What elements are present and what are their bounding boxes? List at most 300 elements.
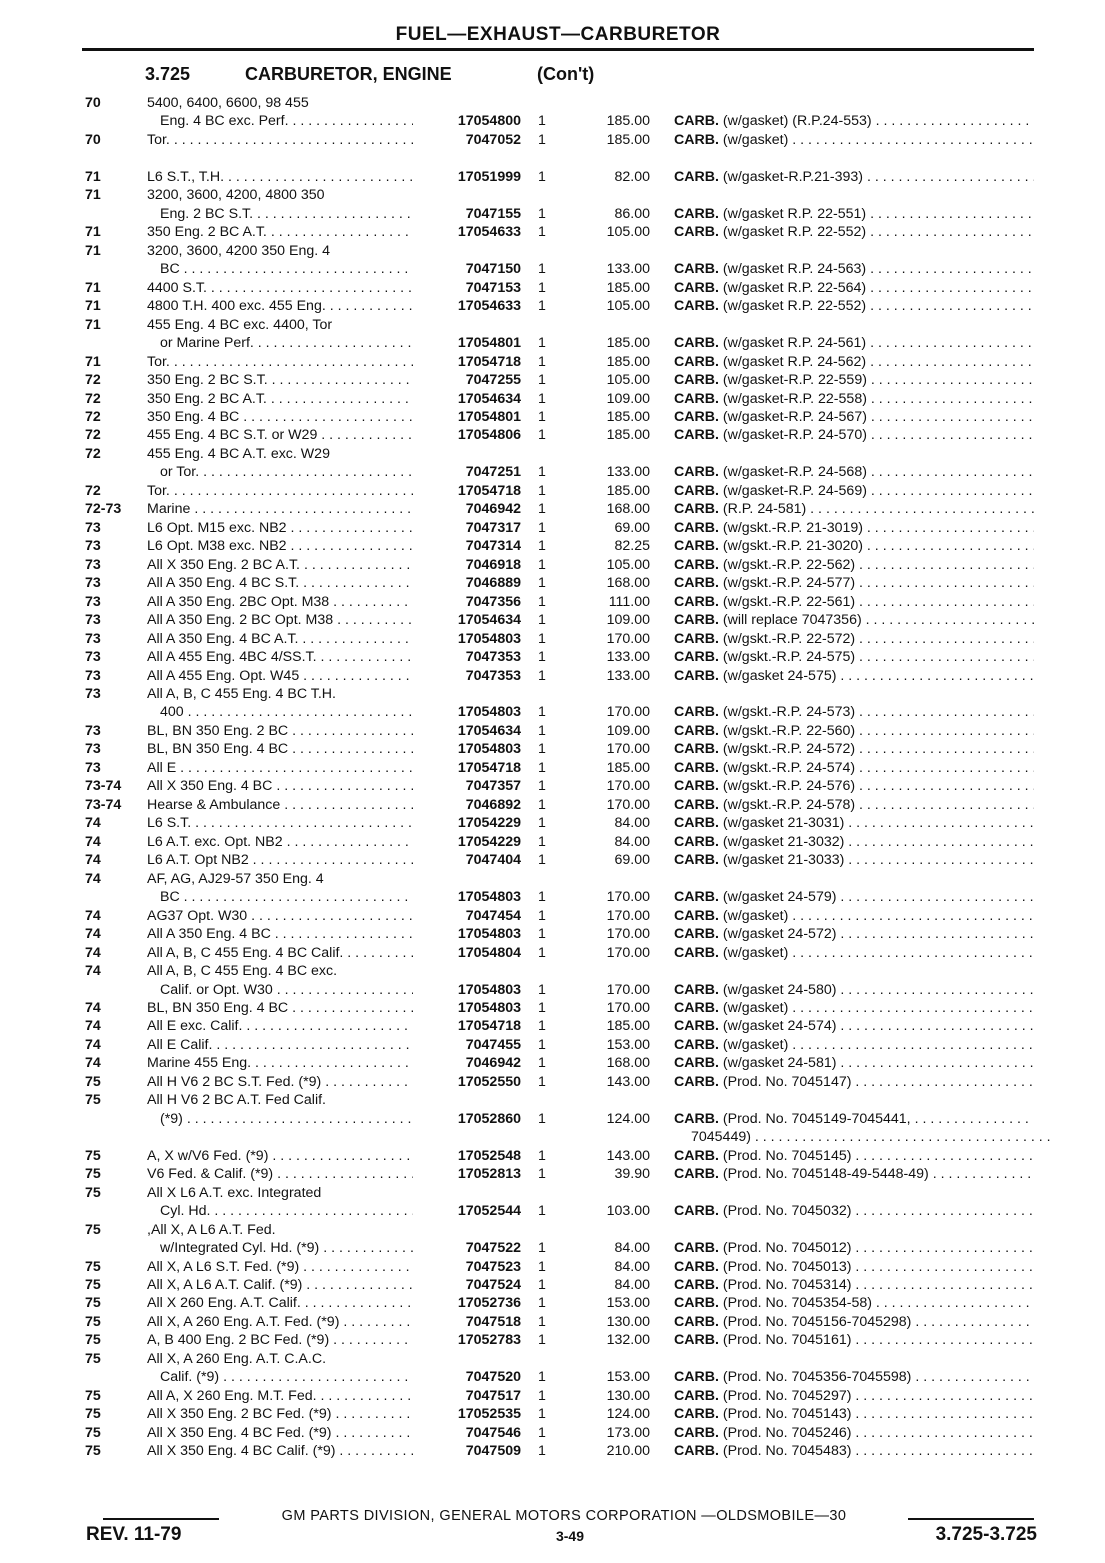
model-year: 72 — [85, 372, 101, 389]
price: 170.00 — [606, 741, 650, 758]
part-number: 17054803 — [413, 703, 521, 721]
price: 82.25 — [614, 538, 650, 555]
part-note: (w/gskt.-R.P. 24-578) — [722, 796, 856, 813]
price: 133.00 — [606, 649, 650, 666]
part-name-label: CARB. — [674, 1424, 719, 1441]
part-name — [674, 722, 1034, 740]
model-year: 75 — [85, 1350, 101, 1367]
quantity: 1 — [538, 1036, 546, 1053]
part-name-label: CARB. — [674, 298, 719, 315]
part-note: (Prod. No. 7045012) — [722, 1240, 852, 1257]
application-description: or Tor. . . . — [160, 463, 417, 481]
model-year: 73 — [85, 612, 101, 629]
price: 124.00 — [606, 1110, 650, 1127]
part-number: 7047520 — [413, 1368, 521, 1386]
part-name — [674, 999, 1034, 1017]
part-name — [674, 574, 1034, 592]
application-description: (*9) . . . — [160, 1110, 417, 1128]
quantity: 1 — [538, 575, 546, 592]
table-row — [0, 593, 1105, 611]
part-name-label: CARB. — [674, 131, 719, 148]
part-name-label: CARB. — [674, 1240, 719, 1257]
footer-rule-left — [103, 1518, 219, 1520]
part-name-label: CARB. — [674, 279, 719, 296]
price: 153.00 — [606, 1295, 650, 1312]
table-row — [0, 759, 1105, 777]
table-row — [0, 408, 1105, 426]
part-name — [674, 1387, 1034, 1405]
model-year: 74 — [85, 1055, 101, 1072]
price: 185.00 — [606, 131, 650, 148]
quantity: 1 — [538, 113, 546, 130]
part-note: (w/gasket R.P. 22-552) — [722, 298, 867, 315]
part-name — [674, 925, 1034, 943]
model-year: 74 — [85, 852, 101, 869]
part-name-label: CARB. — [674, 113, 719, 130]
price: 84.00 — [614, 833, 650, 850]
part-number: 7047052 — [413, 131, 521, 149]
model-year: 73-74 — [85, 778, 122, 795]
application-description: 3200, 3600, 4200 350 Eng. 4 — [147, 242, 331, 259]
application-description: All A 455 Eng. Opt. W45 . . . — [147, 667, 417, 685]
part-name — [674, 297, 1034, 315]
table-row — [0, 1331, 1105, 1349]
part-name — [674, 1442, 1034, 1460]
part-number: 17052535 — [413, 1405, 521, 1423]
part-note: (w/gskt.-R.P. 22-561) — [722, 593, 856, 610]
model-year: 71 — [85, 242, 101, 259]
quantity: 1 — [538, 704, 546, 721]
quantity: 1 — [538, 741, 546, 758]
model-year: 72 — [85, 445, 101, 462]
model-year: 72 — [85, 482, 101, 499]
model-year: 75 — [85, 1166, 101, 1183]
part-name — [674, 500, 1034, 518]
part-number: 17054633 — [413, 297, 521, 315]
table-row — [0, 925, 1105, 943]
part-note: (w/gasket-R.P. 24-570) — [722, 427, 867, 444]
part-number: 17054803 — [413, 981, 521, 999]
part-name-label: CARB. — [674, 704, 719, 721]
part-number: 17054803 — [413, 925, 521, 943]
table-row — [0, 1294, 1105, 1312]
application-description: 350 Eng. 2 BC A.T. . . . — [147, 390, 417, 408]
part-name-label: CARB. — [674, 1166, 719, 1183]
part-name — [674, 667, 1034, 685]
part-name — [674, 223, 1034, 241]
table-row — [0, 667, 1105, 685]
application-description: All X 260 Eng. A.T. Calif. . . . — [147, 1294, 417, 1312]
part-name — [674, 390, 1034, 408]
table-row — [0, 1405, 1105, 1423]
price: 133.00 — [606, 464, 650, 481]
part-name — [674, 648, 1034, 666]
price: 69.00 — [614, 852, 650, 869]
table-row — [0, 353, 1105, 371]
price: 185.00 — [606, 482, 650, 499]
price: 170.00 — [606, 926, 650, 943]
part-name — [674, 1239, 1034, 1257]
application-description: 350 Eng. 2 BC S.T. . . . — [147, 371, 417, 389]
part-name — [674, 1054, 1034, 1072]
part-name-label: CARB. — [674, 168, 719, 185]
price: 130.00 — [606, 1387, 650, 1404]
quantity: 1 — [538, 1369, 546, 1386]
price: 109.00 — [606, 612, 650, 629]
price: 185.00 — [606, 113, 650, 130]
part-note: (w/gasket-R.P.21-393) — [722, 168, 863, 185]
part-name-label: CARB. — [674, 741, 719, 758]
quantity: 1 — [538, 482, 546, 499]
quantity: 1 — [538, 778, 546, 795]
table-row — [0, 297, 1105, 315]
application-description: All X L6 A.T. exc. Integrated — [147, 1184, 322, 1201]
part-number: 17054806 — [413, 426, 521, 444]
application-description: L6 Opt. M15 exc. NB2 . . . — [147, 519, 417, 537]
model-year: 73 — [85, 575, 101, 592]
price: 170.00 — [606, 999, 650, 1016]
part-name — [674, 1073, 1034, 1091]
part-name-label: CARB. — [674, 408, 719, 425]
model-year: 73 — [85, 741, 101, 758]
part-number: 17054803 — [413, 630, 521, 648]
model-year: 75 — [85, 1092, 101, 1109]
part-name — [674, 796, 1034, 814]
part-note: (Prod. No. 7045314) — [722, 1277, 852, 1293]
part-name-label: CARB. — [674, 889, 719, 906]
price: 170.00 — [606, 889, 650, 906]
application-description: All X 350 Eng. 4 BC . . . — [147, 777, 417, 795]
table-row — [0, 1054, 1105, 1072]
part-name — [674, 371, 1034, 389]
quantity: 1 — [538, 759, 546, 776]
quantity: 1 — [538, 464, 546, 481]
model-year: 75 — [85, 1424, 101, 1441]
part-name-label: CARB. — [674, 722, 719, 739]
quantity: 1 — [538, 852, 546, 869]
part-name-label: CARB. — [674, 1036, 719, 1053]
quantity: 1 — [538, 1258, 546, 1275]
price: 39.90 — [614, 1166, 650, 1183]
part-number: 17054803 — [413, 888, 521, 906]
part-number: 7047353 — [413, 648, 521, 666]
quantity: 1 — [538, 261, 546, 278]
model-year: 75 — [85, 1147, 101, 1164]
model-year: 75 — [85, 1406, 101, 1423]
price: 130.00 — [606, 1313, 650, 1330]
quantity: 1 — [538, 833, 546, 850]
application-description: All E exc. Calif. . . . — [147, 1017, 417, 1035]
application-description: Eng. 4 BC exc. Perf. . . . — [160, 112, 417, 130]
part-note: (w/gskt.-R.P. 24-577) — [722, 575, 856, 592]
table-row — [0, 703, 1105, 721]
application-description: 4800 T.H. 400 exc. 455 Eng. . . . — [147, 297, 417, 315]
part-name-label: CARB. — [674, 335, 719, 352]
application-description: All A 350 Eng. 4 BC . . . — [147, 925, 417, 943]
part-name — [674, 593, 1034, 611]
part-name — [674, 944, 1034, 962]
part-name — [674, 630, 1034, 648]
application-description: 455 Eng. 4 BC exc. 4400, Tor — [147, 316, 333, 333]
model-year: 71 — [85, 279, 101, 296]
application-description: Eng. 2 BC S.T. . . . — [160, 205, 417, 223]
quantity: 1 — [538, 427, 546, 444]
part-note: (R.P. 24-581) — [722, 501, 807, 518]
price: 168.00 — [606, 575, 650, 592]
part-name — [674, 1294, 1034, 1312]
part-note: (w/gasket-R.P. 24-569) — [722, 482, 867, 499]
table-row — [0, 205, 1105, 223]
header-rule — [82, 48, 1034, 51]
table-row — [0, 611, 1105, 629]
part-name-label: CARB. — [674, 353, 719, 370]
part-note: (Prod. No. 7045147) — [722, 1073, 852, 1090]
part-name-label: CARB. — [674, 981, 719, 998]
application-description: All X 350 Eng. 4 BC Fed. (*9) . . . — [147, 1424, 417, 1442]
price: 143.00 — [606, 1073, 650, 1090]
quantity: 1 — [538, 593, 546, 610]
table-row — [0, 260, 1105, 278]
model-year: 75 — [85, 1332, 101, 1349]
application-description: All A 350 Eng. 2 BC Opt. M38 . . . — [147, 611, 417, 629]
quantity: 1 — [538, 667, 546, 684]
part-number: 7047353 — [413, 667, 521, 685]
quantity: 1 — [538, 815, 546, 832]
part-name — [674, 1424, 1034, 1442]
part-note: (w/gasket R.P. 22-564) — [722, 279, 867, 296]
application-description: ,All X, A L6 A.T. Fed. — [147, 1221, 276, 1238]
part-note: (w/gasket) (R.P.24-553) — [722, 113, 872, 130]
quantity: 1 — [538, 1110, 546, 1127]
part-name-label: CARB. — [674, 593, 719, 610]
table-row — [0, 962, 1105, 980]
part-name — [674, 759, 1034, 777]
price: 185.00 — [606, 759, 650, 776]
quantity: 1 — [538, 1295, 546, 1312]
table-row — [0, 1313, 1105, 1331]
table-row — [0, 870, 1105, 888]
table-row — [0, 907, 1105, 925]
model-year: 75 — [85, 1073, 101, 1090]
part-number: 17054801 — [413, 408, 521, 426]
part-name-label: CARB. — [674, 1295, 719, 1312]
price: 168.00 — [606, 1055, 650, 1072]
table-row — [0, 648, 1105, 666]
model-year: 74 — [85, 1036, 101, 1053]
model-year: 73 — [85, 649, 101, 666]
application-description: BC . . . — [160, 260, 417, 278]
model-year: 73 — [85, 519, 101, 536]
price: 173.00 — [606, 1424, 650, 1441]
part-note: (w/gasket 21-3031) — [722, 815, 845, 832]
price: 124.00 — [606, 1406, 650, 1423]
part-name — [674, 408, 1034, 426]
part-name-label: CARB. — [674, 390, 719, 407]
quantity: 1 — [538, 944, 546, 961]
model-year: 73 — [85, 538, 101, 555]
price: 185.00 — [606, 279, 650, 296]
part-name — [674, 1331, 1034, 1349]
part-name — [674, 1258, 1034, 1276]
table-row — [0, 316, 1105, 334]
price: 86.00 — [614, 205, 650, 222]
price: 170.00 — [606, 796, 650, 813]
part-name-label: CARB. — [674, 1406, 719, 1423]
application-description: All A, X 260 Eng. M.T. Fed. . . . — [147, 1387, 417, 1405]
part-name-label: CARB. — [674, 1313, 719, 1330]
part-name — [674, 463, 1034, 481]
table-row — [0, 722, 1105, 740]
model-year: 75 — [85, 1258, 101, 1275]
part-number: 7046892 — [413, 796, 521, 814]
table-row — [0, 482, 1105, 500]
table-row — [0, 1424, 1105, 1442]
model-year: 73 — [85, 759, 101, 776]
part-name-label: CARB. — [674, 261, 719, 278]
model-year: 72 — [85, 390, 101, 407]
price: 105.00 — [606, 372, 650, 389]
part-name — [674, 740, 1034, 758]
part-number: 7047356 — [413, 593, 521, 611]
part-note: (w/gskt.-R.P. 22-562) — [722, 556, 856, 573]
part-note: (Prod. No. 7045143) — [722, 1406, 852, 1423]
table-row — [0, 851, 1105, 869]
part-number: 7047357 — [413, 777, 521, 795]
model-year: 73 — [85, 593, 101, 610]
part-note: (w/gasket) — [722, 999, 789, 1016]
price: 170.00 — [606, 630, 650, 647]
quantity: 1 — [538, 131, 546, 148]
table-row — [0, 1147, 1105, 1165]
part-number: 7047509 — [413, 1442, 521, 1460]
quantity: 1 — [538, 501, 546, 518]
quantity: 1 — [538, 1166, 546, 1183]
application-description: 350 Eng. 4 BC . . . — [147, 408, 417, 426]
part-number: 7047524 — [413, 1276, 521, 1294]
part-number: 17051999 — [413, 168, 521, 186]
part-name — [674, 1165, 1034, 1183]
part-number: 7047454 — [413, 907, 521, 925]
part-name-label: CARB. — [674, 833, 719, 850]
model-year: 73 — [85, 722, 101, 739]
part-name — [674, 537, 1034, 555]
part-name — [674, 814, 1034, 832]
model-year: 73 — [85, 630, 101, 647]
part-note: (w/gasket) — [722, 131, 789, 148]
part-name — [674, 260, 1034, 278]
part-note: (w/gasket) — [722, 1036, 789, 1053]
model-year: 72 — [85, 408, 101, 425]
application-description: L6 S.T., T.H. . . . — [147, 168, 417, 186]
application-description: 400 . . . — [160, 703, 417, 721]
quantity: 1 — [538, 390, 546, 407]
model-year: 70 — [85, 131, 101, 148]
model-year: 73 — [85, 556, 101, 573]
table-row — [0, 777, 1105, 795]
table-row — [0, 223, 1105, 241]
model-year: 72-73 — [85, 501, 122, 518]
part-number: 17054804 — [413, 944, 521, 962]
application-description: All X, A 260 Eng. A.T. Fed. (*9) . . . — [147, 1313, 417, 1331]
section-continued-label: (Con't) — [537, 64, 595, 84]
price: 109.00 — [606, 390, 650, 407]
part-note: (w/gasket 24-580) — [722, 981, 837, 998]
section-title: CARBURETOR, ENGINE — [245, 64, 452, 84]
part-note: 7045449) — [691, 1129, 751, 1146]
application-description: All A 350 Eng. 2BC Opt. M38 . . . — [147, 593, 417, 611]
application-description: 455 Eng. 4 BC S.T. or W29 . . . — [147, 426, 417, 444]
part-note: (w/gasket) — [722, 907, 789, 924]
quantity: 1 — [538, 1424, 546, 1441]
part-name-label: CARB. — [674, 1073, 719, 1090]
part-name — [674, 1036, 1034, 1054]
application-description: All X, A L6 S.T. Fed. (*9) . . . — [147, 1258, 417, 1276]
application-description: All X 350 Eng. 2 BC A.T. . . . — [147, 556, 417, 574]
application-description: L6 Opt. M38 exc. NB2 . . . — [147, 537, 417, 555]
quantity: 1 — [538, 1055, 546, 1072]
part-note: (w/gskt.-R.P. 24-574) — [722, 759, 856, 776]
price: 170.00 — [606, 778, 650, 795]
quantity: 1 — [538, 168, 546, 185]
table-row — [0, 131, 1105, 149]
part-name-label: CARB. — [674, 612, 719, 629]
part-note: (w/gasket-R.P. 22-559) — [722, 372, 867, 389]
application-description: 3200, 3600, 4200, 4800 350 — [147, 187, 325, 204]
part-note: (w/gskt.-R.P. 21-3019) — [722, 519, 863, 536]
part-name-label: CARB. — [674, 556, 719, 573]
model-year: 75 — [85, 1295, 101, 1312]
model-year: 74 — [85, 963, 101, 980]
price: 82.00 — [614, 168, 650, 185]
quantity: 1 — [538, 1332, 546, 1349]
application-description: 5400, 6400, 6600, 98 455 — [147, 95, 309, 111]
model-year: 73 — [85, 667, 101, 684]
table-row — [0, 426, 1105, 444]
part-number: 7047523 — [413, 1258, 521, 1276]
application-description: Cyl. Hd. . . . — [160, 1202, 417, 1220]
table-row — [0, 94, 1105, 112]
application-description: Tor. . . . — [147, 353, 417, 371]
application-description: All H V6 2 BC A.T. Fed Calif. — [147, 1092, 326, 1109]
table-row — [0, 1221, 1105, 1239]
part-note: (Prod. No. 7045148-49-5448-49) — [722, 1166, 929, 1183]
application-description: w/Integrated Cyl. Hd. (*9) . . . — [160, 1239, 417, 1257]
part-name-label: CARB. — [674, 538, 719, 555]
model-year: 71 — [85, 187, 101, 204]
part-number: 17054634 — [413, 390, 521, 408]
application-description: BL, BN 350 Eng. 4 BC . . . — [147, 740, 417, 758]
table-row — [0, 740, 1105, 758]
quantity: 1 — [538, 1147, 546, 1164]
application-description: A, B 400 Eng. 2 BC Fed. (*9) . . . — [147, 1331, 417, 1349]
table-row — [0, 168, 1105, 186]
part-name — [674, 777, 1034, 795]
price: 185.00 — [606, 335, 650, 352]
part-note: (Prod. No. 7045013) — [722, 1258, 852, 1275]
application-description: BC . . . — [160, 888, 417, 906]
table-row — [0, 1276, 1105, 1294]
part-name-label: CARB. — [674, 649, 719, 666]
page-title: FUEL—EXHAUST—CARBURETOR — [395, 24, 721, 45]
part-number: 17052736 — [413, 1294, 521, 1312]
table-row — [0, 463, 1105, 481]
part-name — [674, 851, 1034, 869]
application-description: Marine 455 Eng. . . . — [147, 1054, 417, 1072]
application-description: 4400 S.T. . . . — [147, 279, 417, 297]
table-row — [0, 1110, 1105, 1128]
application-description: Marine . . . — [147, 500, 417, 518]
model-year: 75 — [85, 1221, 101, 1238]
